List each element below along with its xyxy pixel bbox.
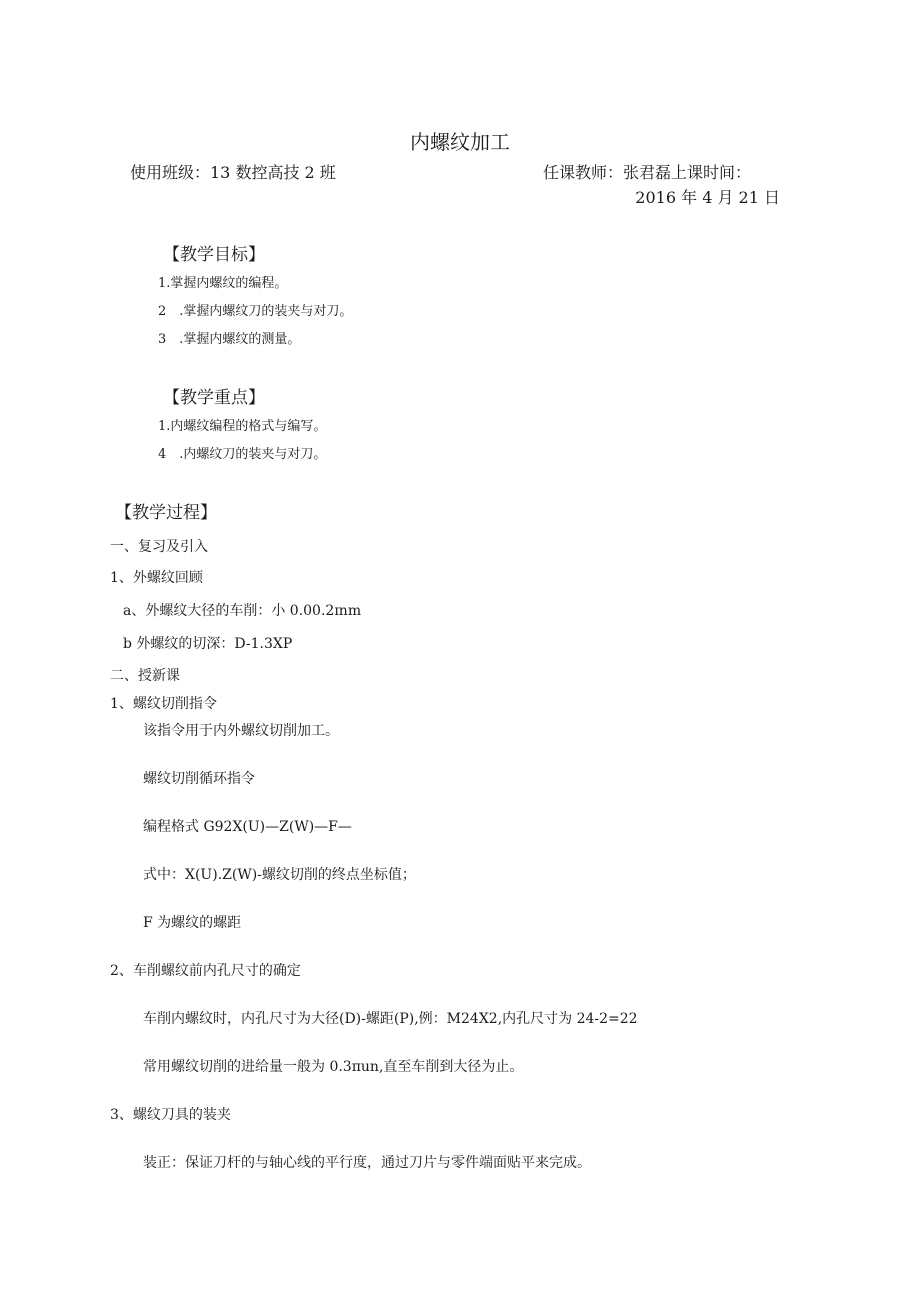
key-point-item: 1.内螺纹编程的格式与编写。 [158,419,327,434]
subsection-heading: 1、外螺纹回顾 [110,570,203,586]
body-text: 编程格式 G92X(U)—Z(W)—F— [143,819,352,835]
subsection-heading: 2、车削螺纹前内孔尺寸的确定 [110,963,301,979]
section-heading: 一、复习及引入 [110,539,208,555]
date: 2016 年 4 月 21 日 [635,188,780,207]
body-text: 该指令用于内外螺纹切削加工。 [143,723,339,739]
key-points-heading: 【教学重点】 [163,388,265,408]
key-point-item: 4 .内螺纹刀的装夹与对刀。 [158,447,327,462]
body-text: a、外螺纹大径的车削：小 0.00.2ɪnm [123,603,362,619]
goal-item: 1.掌握内螺纹的编程。 [158,276,288,291]
body-text: 螺纹切削循环指令 [143,771,255,787]
body-text: b 外螺纹的切深：D-1.3XP [123,636,293,652]
teacher-info: 任课教师：张君磊上课时间： [543,163,752,182]
page-title: 内螺纹加工 [410,130,510,154]
body-text: 车削内螺纹时，内孔尺寸为大径(D)-螺距(P),例：M24X2,内孔尺寸为 24-2=22 [143,1011,638,1027]
process-heading: 【教学过程】 [115,503,217,523]
class-info: 使用班级：13 数控高技 2 班 [130,163,336,182]
body-text: F 为螺纹的螺距 [143,915,242,931]
goal-item: 2 .掌握内螺纹刀的装夹与对刀。 [158,304,353,319]
body-text: 装正：保证刀杆的与轴心线的平行度，通过刀片与零件端面贴平来完成。 [143,1155,591,1171]
section-heading: 二、授新课 [110,668,180,684]
body-text: 式中：X(U).Z(W)-螺纹切削的终点坐标值； [143,867,416,883]
goals-heading: 【教学目标】 [163,245,265,265]
subsection-heading: 3、螺纹刀具的装夹 [110,1107,231,1123]
goal-item: 3 .掌握内螺纹的测量。 [158,332,301,347]
body-text: 常用螺纹切削的进给量一般为 0.3πun,直至车削到大径为止。 [143,1059,524,1075]
subsection-heading: 1、螺纹切削指令 [110,696,217,712]
